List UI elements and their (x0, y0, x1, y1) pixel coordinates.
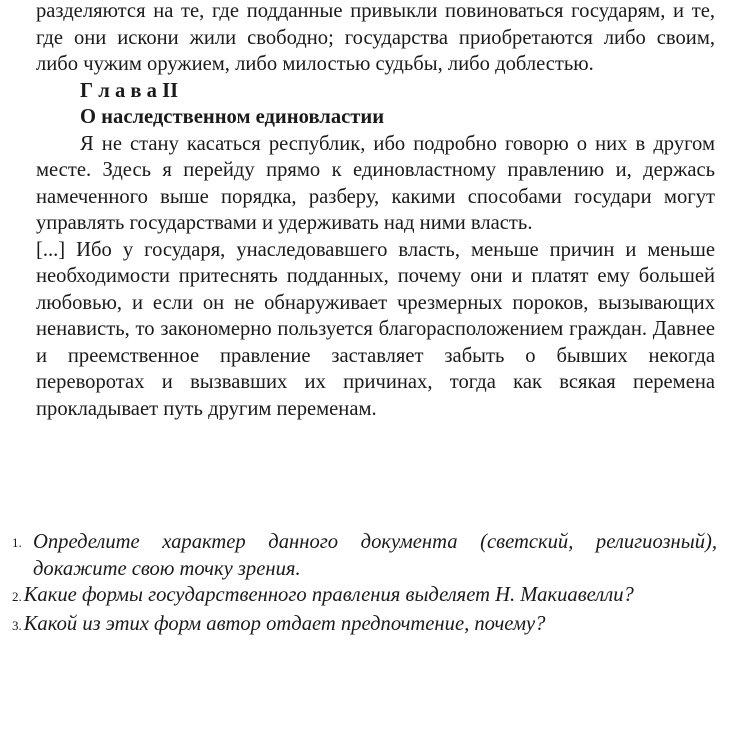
question-text: Определите характер данного документа (светский, религиозный), докажите свою точку зрения. (33, 531, 717, 580)
question-number: 1. (12, 535, 22, 550)
question-text: Какой из этих форм автор отдает предпочтение, почему? (23, 612, 546, 635)
chapter-title: О наследственном единовластии (80, 106, 385, 128)
question-number: 3. (12, 617, 22, 633)
intro-paragraph: разделяются на те, где подданные привыкли повиноваться государям, и те, где они искони жили свободно; государства приобретаются либо своим, либо чужим оружием, либо милостью судьбы, либо доблестью. (36, 0, 715, 75)
question-list (12, 529, 717, 639)
question-number: 2. (12, 589, 22, 604)
question-text: Какие формы государственного правления выделяет Н. Макиавелли? (23, 584, 634, 606)
question-item (12, 529, 717, 582)
paragraph-hereditary: [...] Ибо у государя, унаследовавшего власть, меньше причин и меньше необходимости притеснять подданных, почему они и платят ему большей любовью, и если он не обнаруживает чрезмерных пороков, вызывающих ненависть, то закономерно пользуется благорасположением граждан. Давнее и преемственное правление заставляет забыть о бывших некогда переворотах и вызвавших их причинах, тогда как всякая перемена прокладывает путь другим переменам. (36, 238, 715, 420)
question-item (12, 611, 717, 640)
chapter-label: Г л а в а II (80, 79, 179, 102)
document-text (36, 0, 715, 422)
question-item (12, 582, 717, 611)
paragraph-republics: Я не стану касаться республик, ибо подробно говорю о них в другом месте. Здесь я перейду прямо к единовластному правлению и, держась намеченного выше порядка, разберу, какими способами государи могут управлять государствами и удерживать над ними власть. (36, 132, 715, 234)
